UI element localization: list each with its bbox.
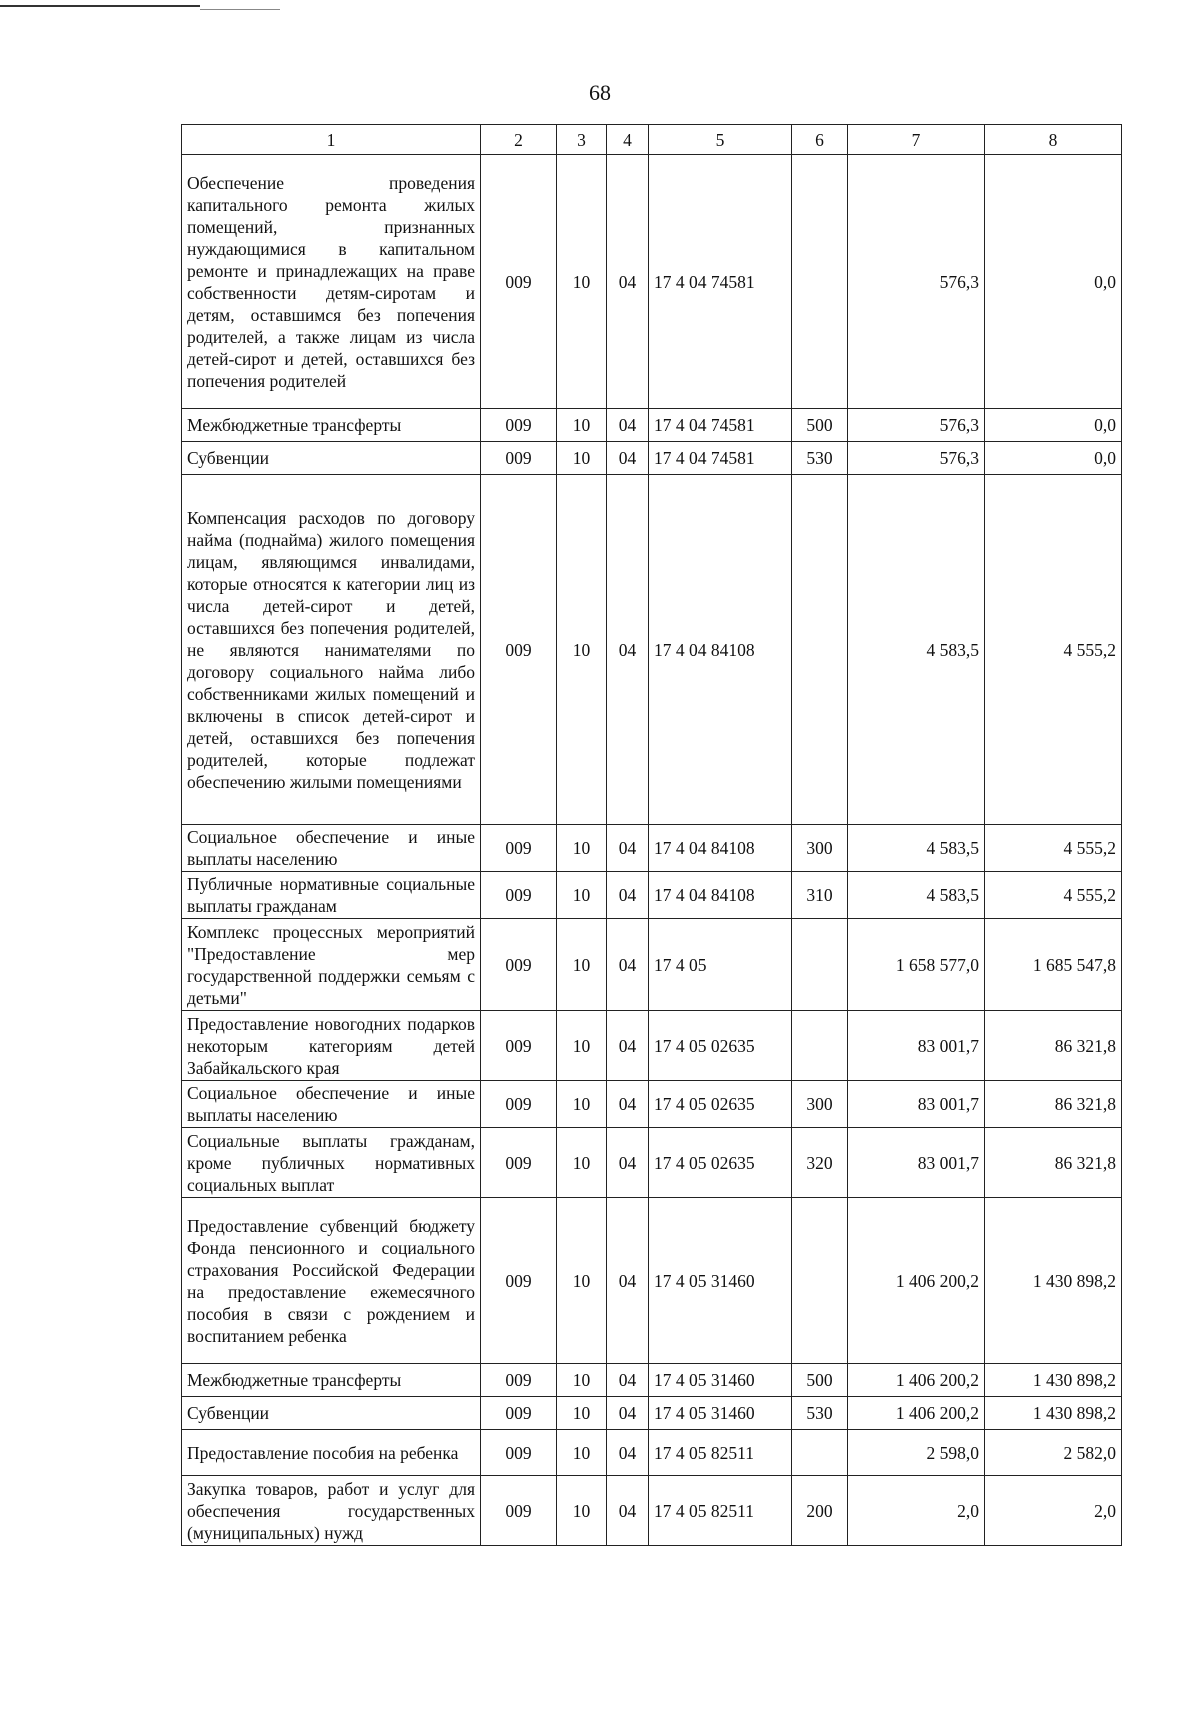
cell-target-article: 17 4 05 82511 — [649, 1430, 792, 1476]
cell-amount-2: 86 321,8 — [985, 1128, 1122, 1198]
cell-amount-1: 1 658 577,0 — [848, 919, 985, 1011]
cell-section: 10 — [557, 1430, 607, 1476]
row-name: Компенсация расходов по договору найма (поднайма) жилого помещения лицам, являющимся инвалидами, которые относятся к категории лиц из числа детей-сирот и детей, оставшихся без попечения родителей, не являются нанимателями по договору социального найма либо собственниками жилых помещений и включены в список детей-сирот и детей, оставшихся без попечения родителей, которые подлежат обеспечению жилыми помещениями — [182, 475, 481, 825]
cell-admin-code: 009 — [481, 1430, 557, 1476]
row-name: Обеспечение проведения капитального ремонта жилых помещений, признанных нуждающимися в капитальном ремонте и принадлежащих на праве собственности детям-сиротам и детям, оставшимся без попечения родителей, а также лицам из числа детей-сирот и детей, оставшихся без попечения родителей — [182, 155, 481, 409]
cell-subsection: 04 — [607, 1397, 649, 1430]
cell-expense-type: 310 — [792, 872, 848, 919]
cell-amount-2: 1 430 898,2 — [985, 1364, 1122, 1397]
table-row — [182, 1128, 1122, 1198]
cell-target-article: 17 4 05 02635 — [649, 1011, 792, 1081]
cell-admin-code: 009 — [481, 475, 557, 825]
cell-amount-1: 2,0 — [848, 1476, 985, 1546]
table-row — [182, 1011, 1122, 1081]
row-name: Социальное обеспечение и иные выплаты населению — [182, 825, 481, 872]
cell-subsection: 04 — [607, 409, 649, 442]
cell-amount-2: 0,0 — [985, 155, 1122, 409]
cell-expense-type: 300 — [792, 825, 848, 872]
top-rule — [0, 5, 200, 7]
cell-subsection: 04 — [607, 1081, 649, 1128]
cell-admin-code: 009 — [481, 1476, 557, 1546]
cell-target-article: 17 4 05 82511 — [649, 1476, 792, 1546]
table-row — [182, 825, 1122, 872]
cell-section: 10 — [557, 825, 607, 872]
budget-table — [181, 124, 1122, 1546]
cell-amount-2: 0,0 — [985, 442, 1122, 475]
table-row — [182, 872, 1122, 919]
cell-amount-2: 4 555,2 — [985, 475, 1122, 825]
cell-subsection: 04 — [607, 825, 649, 872]
cell-expense-type: 530 — [792, 1397, 848, 1430]
cell-subsection: 04 — [607, 919, 649, 1011]
cell-subsection: 04 — [607, 155, 649, 409]
cell-expense-type: 200 — [792, 1476, 848, 1546]
cell-section: 10 — [557, 155, 607, 409]
cell-section: 10 — [557, 872, 607, 919]
table-row — [182, 1364, 1122, 1397]
cell-admin-code: 009 — [481, 1364, 557, 1397]
row-name: Социальное обеспечение и иные выплаты населению — [182, 1081, 481, 1128]
cell-amount-2: 1 685 547,8 — [985, 919, 1122, 1011]
cell-subsection: 04 — [607, 1430, 649, 1476]
cell-amount-2: 2,0 — [985, 1476, 1122, 1546]
cell-admin-code: 009 — [481, 409, 557, 442]
cell-admin-code: 009 — [481, 825, 557, 872]
cell-amount-1: 83 001,7 — [848, 1128, 985, 1198]
table-row — [182, 475, 1122, 825]
cell-amount-2: 2 582,0 — [985, 1430, 1122, 1476]
table-row — [182, 442, 1122, 475]
cell-amount-2: 1 430 898,2 — [985, 1397, 1122, 1430]
cell-section: 10 — [557, 409, 607, 442]
cell-section: 10 — [557, 1128, 607, 1198]
cell-section: 10 — [557, 919, 607, 1011]
cell-amount-1: 4 583,5 — [848, 825, 985, 872]
cell-admin-code: 009 — [481, 1011, 557, 1081]
table-row — [182, 409, 1122, 442]
cell-admin-code: 009 — [481, 1081, 557, 1128]
header-cell: 6 — [792, 125, 848, 155]
cell-admin-code: 009 — [481, 442, 557, 475]
cell-section: 10 — [557, 1011, 607, 1081]
row-name: Закупка товаров, работ и услуг для обеспечения государственных (муниципальных) нужд — [182, 1476, 481, 1546]
cell-expense-type: 300 — [792, 1081, 848, 1128]
cell-admin-code: 009 — [481, 872, 557, 919]
cell-amount-1: 576,3 — [848, 442, 985, 475]
cell-amount-2: 4 555,2 — [985, 872, 1122, 919]
cell-amount-2: 86 321,8 — [985, 1081, 1122, 1128]
row-name: Комплекс процессных мероприятий "Предоставление мер государственной поддержки семьям с детьми" — [182, 919, 481, 1011]
table-row — [182, 155, 1122, 409]
cell-target-article: 17 4 05 31460 — [649, 1397, 792, 1430]
header-cell: 1 — [182, 125, 481, 155]
header-cell: 4 — [607, 125, 649, 155]
cell-expense-type — [792, 919, 848, 1011]
cell-section: 10 — [557, 1081, 607, 1128]
cell-target-article: 17 4 05 — [649, 919, 792, 1011]
cell-expense-type: 530 — [792, 442, 848, 475]
row-name: Предоставление пособия на ребенка — [182, 1430, 481, 1476]
cell-amount-2: 0,0 — [985, 409, 1122, 442]
cell-subsection: 04 — [607, 1364, 649, 1397]
cell-section: 10 — [557, 1364, 607, 1397]
cell-target-article: 17 4 04 74581 — [649, 442, 792, 475]
cell-subsection: 04 — [607, 1128, 649, 1198]
cell-subsection: 04 — [607, 475, 649, 825]
row-name: Межбюджетные трансферты — [182, 409, 481, 442]
cell-amount-1: 1 406 200,2 — [848, 1198, 985, 1364]
row-name: Предоставление субвенций бюджету Фонда пенсионного и социального страхования Российской Федерации на предоставление ежемесячного пособия в связи с рождением и воспитанием ребенка — [182, 1198, 481, 1364]
cell-expense-type — [792, 1198, 848, 1364]
cell-target-article: 17 4 04 84108 — [649, 825, 792, 872]
row-name: Межбюджетные трансферты — [182, 1364, 481, 1397]
cell-target-article: 17 4 04 84108 — [649, 475, 792, 825]
cell-amount-1: 83 001,7 — [848, 1081, 985, 1128]
table-row — [182, 919, 1122, 1011]
cell-expense-type — [792, 1011, 848, 1081]
cell-amount-2: 4 555,2 — [985, 825, 1122, 872]
cell-amount-2: 1 430 898,2 — [985, 1198, 1122, 1364]
top-rule-short — [200, 9, 280, 10]
cell-target-article: 17 4 05 02635 — [649, 1128, 792, 1198]
cell-amount-1: 2 598,0 — [848, 1430, 985, 1476]
cell-amount-1: 4 583,5 — [848, 475, 985, 825]
cell-amount-1: 576,3 — [848, 409, 985, 442]
header-cell: 2 — [481, 125, 557, 155]
cell-amount-1: 1 406 200,2 — [848, 1364, 985, 1397]
cell-subsection: 04 — [607, 1198, 649, 1364]
table-header-row — [182, 125, 1122, 155]
cell-target-article: 17 4 04 74581 — [649, 155, 792, 409]
row-name: Публичные нормативные социальные выплаты гражданам — [182, 872, 481, 919]
cell-target-article: 17 4 04 74581 — [649, 409, 792, 442]
cell-target-article: 17 4 05 31460 — [649, 1198, 792, 1364]
table-row — [182, 1198, 1122, 1364]
cell-target-article: 17 4 04 84108 — [649, 872, 792, 919]
cell-admin-code: 009 — [481, 1198, 557, 1364]
cell-section: 10 — [557, 475, 607, 825]
table-row — [182, 1397, 1122, 1430]
header-cell: 8 — [985, 125, 1122, 155]
row-name: Социальные выплаты гражданам, кроме публичных нормативных социальных выплат — [182, 1128, 481, 1198]
cell-subsection: 04 — [607, 1476, 649, 1546]
cell-section: 10 — [557, 1476, 607, 1546]
cell-admin-code: 009 — [481, 919, 557, 1011]
cell-expense-type — [792, 1430, 848, 1476]
cell-section: 10 — [557, 1198, 607, 1364]
cell-expense-type — [792, 155, 848, 409]
row-name: Предоставление новогодних подарков некоторым категориям детей Забайкальского края — [182, 1011, 481, 1081]
cell-target-article: 17 4 05 31460 — [649, 1364, 792, 1397]
cell-section: 10 — [557, 442, 607, 475]
cell-expense-type: 320 — [792, 1128, 848, 1198]
header-cell: 3 — [557, 125, 607, 155]
cell-expense-type: 500 — [792, 409, 848, 442]
cell-admin-code: 009 — [481, 155, 557, 409]
cell-expense-type: 500 — [792, 1364, 848, 1397]
cell-subsection: 04 — [607, 442, 649, 475]
cell-expense-type — [792, 475, 848, 825]
cell-subsection: 04 — [607, 1011, 649, 1081]
cell-subsection: 04 — [607, 872, 649, 919]
cell-amount-1: 1 406 200,2 — [848, 1397, 985, 1430]
table-row — [182, 1476, 1122, 1546]
row-name: Субвенции — [182, 1397, 481, 1430]
cell-section: 10 — [557, 1397, 607, 1430]
header-cell: 7 — [848, 125, 985, 155]
cell-amount-1: 576,3 — [848, 155, 985, 409]
table-row — [182, 1081, 1122, 1128]
page-number: 68 — [589, 80, 611, 105]
cell-amount-1: 83 001,7 — [848, 1011, 985, 1081]
row-name: Субвенции — [182, 442, 481, 475]
cell-admin-code: 009 — [481, 1128, 557, 1198]
cell-amount-1: 4 583,5 — [848, 872, 985, 919]
cell-target-article: 17 4 05 02635 — [649, 1081, 792, 1128]
cell-amount-2: 86 321,8 — [985, 1011, 1122, 1081]
table-row — [182, 1430, 1122, 1476]
cell-admin-code: 009 — [481, 1397, 557, 1430]
header-cell: 5 — [649, 125, 792, 155]
